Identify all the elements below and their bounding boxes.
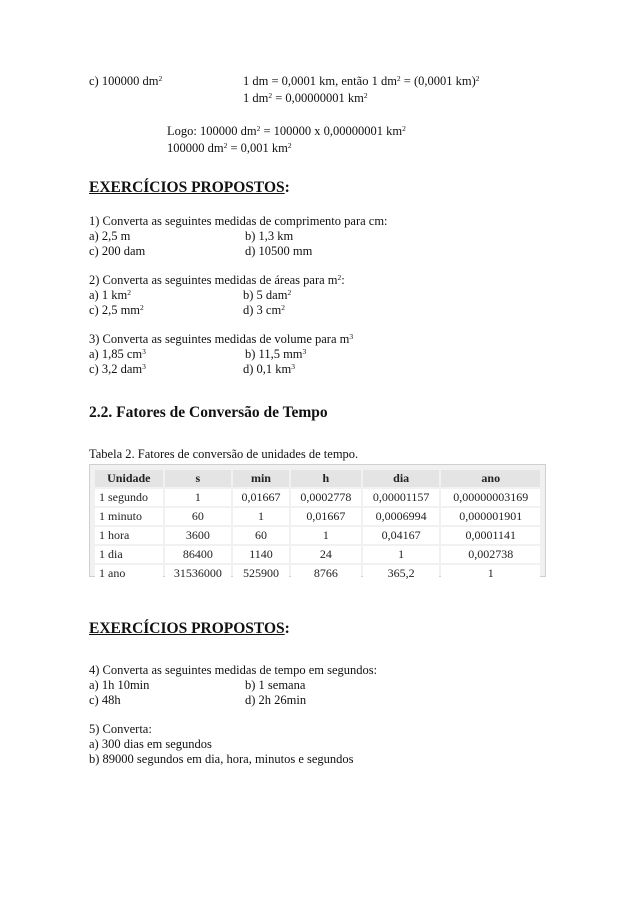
question-4-b: b) 1 semana — [245, 678, 306, 692]
example-c-logo-1: Logo: 100000 $dm^2 = 100000$ x 0,00000001 $km^2$ — [167, 124, 406, 138]
header-s: s — [165, 470, 231, 487]
table-cell: 0,002738 — [441, 546, 540, 563]
table-cell: 3600 — [165, 527, 231, 544]
header-ano: ano — [441, 470, 540, 487]
section-heading-exercises-2: EXERCÍCIOS PROPOSTOS: — [89, 620, 290, 637]
table-cell: 86400 — [165, 546, 231, 563]
question-4-c: c) 48h — [89, 693, 121, 707]
header-dia: dia — [363, 470, 440, 487]
table-cell: 31536000 — [165, 565, 231, 582]
table-cell: 1 — [441, 565, 540, 582]
table-cell: 1 minuto — [95, 508, 163, 525]
table-cell: 1 — [291, 527, 361, 544]
table-row — [95, 489, 540, 506]
table-cell: 0,04167 — [363, 527, 440, 544]
question-1-d: d) 10500 mm — [245, 244, 313, 258]
question-3-d: d) 0,1 $km^3$ — [243, 362, 296, 376]
table-cell: 60 — [165, 508, 231, 525]
table-cell: 1 hora — [95, 527, 163, 544]
table-cell: 1 — [165, 489, 231, 506]
section-heading-exercises-1: EXERCÍCIOS PROPOSTOS: — [89, 179, 290, 196]
question-2: 2) Converta as seguintes medidas de áreas para $m^2$: — [89, 273, 345, 287]
header-h: h — [291, 470, 361, 487]
table-cell: 0,000001901 — [441, 508, 540, 525]
table-header-row — [95, 470, 540, 487]
table-row — [95, 508, 540, 525]
table-cell: 0,00001157 — [363, 489, 440, 506]
question-2-d: d) 3 $cm^2$ — [243, 303, 285, 317]
table-cell: 0,0006994 — [363, 508, 440, 525]
table-cell: 0,01667 — [233, 489, 289, 506]
question-1-c: c) 200 dam — [89, 244, 146, 258]
table-cell: 1140 — [233, 546, 289, 563]
example-c-calc-2: 1 $dm^2 = 0,00000001$ $km^2$ — [243, 91, 368, 105]
header-unidade: Unidade — [95, 470, 163, 487]
question-1: 1) Converta as seguintes medidas de comprimento para cm: — [89, 214, 388, 228]
table-cell: 1 ano — [95, 565, 163, 582]
example-c-logo-2: 100000 $dm^2 = 0,001$ $km^2$ — [167, 141, 292, 155]
table-row — [95, 565, 540, 582]
table-cell: 0,0002778 — [291, 489, 361, 506]
table-cell: 1 dia — [95, 546, 163, 563]
table-cell: 365,2 — [363, 565, 440, 582]
question-1-a: a) 2,5 m — [89, 229, 131, 243]
table-cell: 525900 — [233, 565, 289, 582]
question-4: 4) Converta as seguintes medidas de tempo em segundos: — [89, 663, 378, 677]
table-cell: 1 — [233, 508, 289, 525]
header-min: min — [233, 470, 289, 487]
table-cell: 8766 — [291, 565, 361, 582]
section-heading-time-conversion: 2.2. Fatores de Conversão de Tempo — [89, 404, 328, 421]
question-3: 3) Converta as seguintes medidas de volume para $m^3$ — [89, 332, 354, 346]
table-cell: 60 — [233, 527, 289, 544]
table-cell: 0,01667 — [291, 508, 361, 525]
question-5-b: b) 89000 segundos em dia, hora, minutos e segundos — [89, 752, 354, 766]
question-4-d: d) 2h 26min — [245, 693, 307, 707]
table-cell: 0,0001141 — [441, 527, 540, 544]
question-5: 5) Converta: — [89, 722, 152, 736]
question-5-a: a) 300 dias em segundos — [89, 737, 212, 751]
question-1-b: b) 1,3 km — [245, 229, 294, 243]
question-2-c: c) 2,5 $mm^2$ — [89, 303, 144, 317]
example-c-calc-1: 1 dm = 0,0001 km, então 1 $dm^2 = (0,0001$ km)$^2$ — [243, 74, 480, 88]
table-cell: 24 — [291, 546, 361, 563]
table-cell: 1 segundo — [95, 489, 163, 506]
question-3-a: a) 1,85 $cm^3$ — [89, 347, 146, 361]
conversion-table-frame — [89, 464, 546, 580]
question-3-c: c) 3,2 dam$^3$ — [89, 362, 146, 376]
table-row — [95, 546, 540, 563]
question-2-b: b) 5 dam$^2$ — [243, 288, 292, 302]
question-2-a: a) 1 $km^2$ — [89, 288, 131, 302]
table-caption: Tabela 2. Fatores de conversão de unidades de tempo. — [89, 447, 359, 461]
time-conversion-table — [93, 468, 542, 584]
table-row — [95, 527, 540, 544]
table-cell: 1 — [363, 546, 440, 563]
question-4-a: a) 1h 10min — [89, 678, 150, 692]
table-cell: 0,00000003169 — [441, 489, 540, 506]
question-3-b: b) 11,5 $mm^3$ — [245, 347, 307, 361]
example-c-label: c) 100000 $dm^2$ — [89, 74, 163, 88]
